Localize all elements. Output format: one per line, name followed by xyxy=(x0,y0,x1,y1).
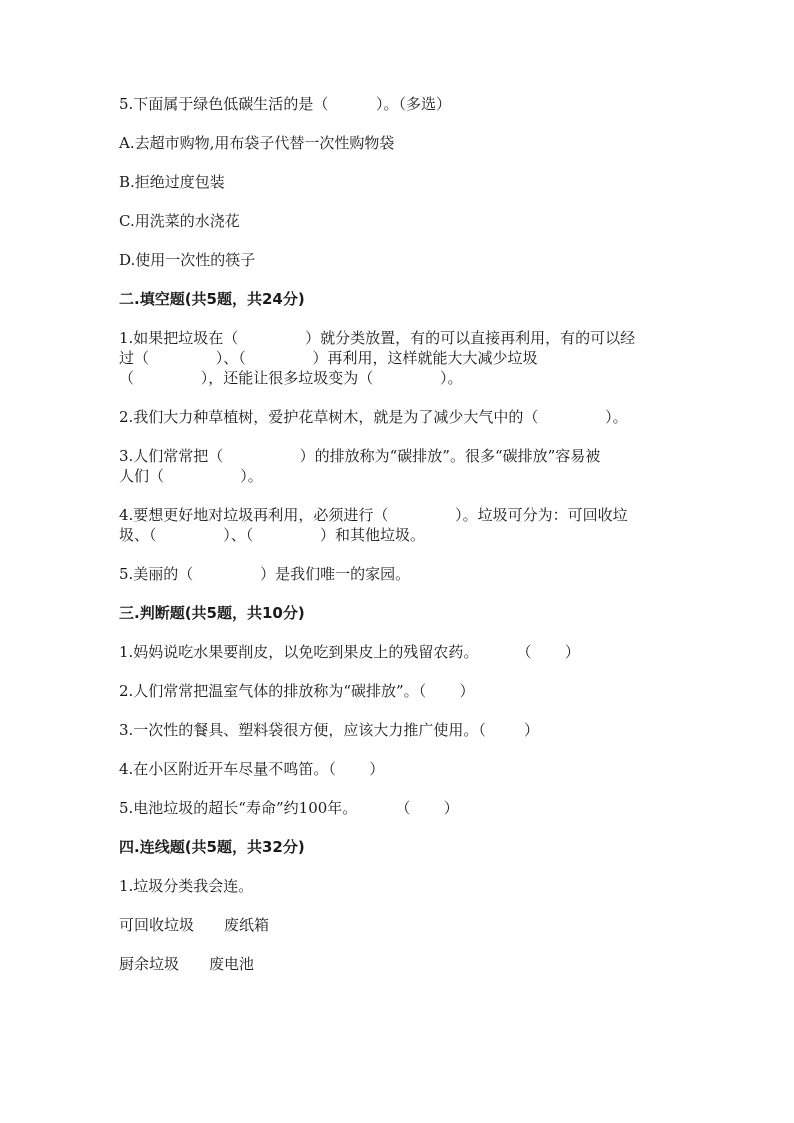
option-b: B.拒绝过度包装 xyxy=(119,173,225,191)
judge-question-3: 3.一次性的餐具、塑料袋很方便，应该大力推广使用。（ ） xyxy=(119,721,539,739)
option-c: C.用洗菜的水浇花 xyxy=(119,212,240,230)
page-content xyxy=(119,94,675,993)
question-line: 人们（ ）。 xyxy=(119,467,263,485)
section-title-fill-blank: 二.填空题(共5题，共24分) xyxy=(119,290,305,308)
matching-question-1: 1.垃圾分类我会连。 xyxy=(119,877,254,895)
option-d: D.使用一次性的筷子 xyxy=(119,251,256,269)
judge-question-4: 4.在小区附近开车尽量不鸣笛。（ ） xyxy=(119,760,385,778)
fill-question-4 xyxy=(119,505,675,545)
matching-right-item: 废纸箱 xyxy=(224,916,270,934)
fill-question-5 xyxy=(119,564,675,584)
judge-question-1: 1.妈妈说吃水果要削皮，以免吃到果皮上的残留农药。 （ ） xyxy=(119,643,580,661)
fill-question-3 xyxy=(119,446,675,486)
question-line: 过（ ）、（ ）再利用，这样就能大大减少垃圾 xyxy=(119,349,538,367)
fill-question-1 xyxy=(119,328,675,388)
question-line: 4.要想更好地对垃圾再利用，必须进行（ ）。垃圾可分为：可回收垃 xyxy=(119,506,628,524)
question-line: 2.我们大力种草植树，爱护花草树木，就是为了减少大气中的（ ）。 xyxy=(119,408,628,426)
matching-left-item: 厨余垃圾 xyxy=(119,955,180,973)
choice-question-5 xyxy=(119,94,675,270)
matching-left-item: 可回收垃圾 xyxy=(119,916,195,934)
section-title-true-false: 三.判断题(共5题，共10分) xyxy=(119,604,305,622)
judge-question-5: 5.电池垃圾的超长“寿命”约100年。 （ ） xyxy=(119,799,459,817)
fill-question-2 xyxy=(119,407,675,427)
question-line: 1.如果把垃圾在（ ）就分类放置，有的可以直接再利用，有的可以经 xyxy=(119,329,636,347)
question-line: 5.美丽的（ ）是我们唯一的家园。 xyxy=(119,565,411,583)
matching-row xyxy=(119,915,675,935)
question-line: 圾、（ ）、（ ）和其他垃圾。 xyxy=(119,526,426,544)
question-line: 3.人们常常把（ ）的排放称为“碳排放”。很多“碳排放”容易被 xyxy=(119,447,601,465)
option-a: A.去超市购物,用布袋子代替一次性购物袋 xyxy=(119,134,395,152)
question-stem: 5.下面属于绿色低碳生活的是（ ）。（多选） xyxy=(119,95,451,113)
question-line: （ ），还能让很多垃圾变为（ ）。 xyxy=(119,369,463,387)
judge-question-2: 2.人们常常把温室气体的排放称为“碳排放”。（ ） xyxy=(119,682,475,700)
matching-row xyxy=(119,954,675,974)
section-title-matching: 四.连线题(共5题，共32分) xyxy=(119,838,305,856)
matching-right-item: 废电池 xyxy=(209,955,255,973)
